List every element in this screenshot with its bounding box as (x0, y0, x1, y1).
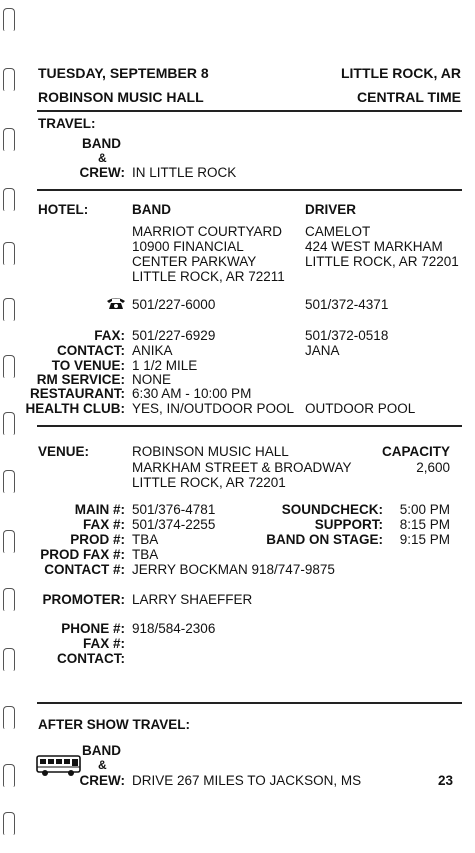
venue-main-label: MAIN #: (74, 502, 125, 517)
promoter-contact-label: CONTACT: (57, 651, 125, 666)
binder-hole (3, 188, 15, 211)
binder-hole (3, 648, 15, 671)
binder-hole (3, 128, 15, 151)
venue-prod-fax: TBA (132, 547, 159, 562)
hotel-band-phone: 501/227-6000 (132, 297, 216, 312)
hotel-health-club-label: HEALTH CLUB: (25, 401, 125, 416)
travel-value: IN LITTLE ROCK (132, 165, 237, 180)
venue-city: LITTLE ROCK, AR 72201 (132, 475, 286, 490)
soundcheck-time: 5:00 PM (399, 502, 450, 517)
hotel-driver-fax: 501/372-0518 (305, 328, 389, 343)
hotel-driver-contact: JANA (305, 343, 340, 358)
tour-bus-icon (36, 754, 82, 783)
hotel-driver-column: DRIVER (305, 202, 357, 217)
hotel-label: HOTEL: (38, 202, 89, 217)
binder-hole (3, 812, 15, 835)
venue-street: MARKHAM STREET & BROADWAY (132, 460, 352, 475)
promoter-phone: 918/584-2306 (132, 621, 216, 636)
venue-prod-label: PROD #: (70, 532, 125, 547)
promoter-phone-label: PHONE #: (61, 621, 125, 636)
after-show-amp: & (98, 758, 107, 772)
binder-hole (3, 412, 15, 435)
venue-contact-label: CONTACT #: (44, 562, 125, 577)
travel-crew-label: CREW: (79, 165, 125, 180)
header-city: LITTLE ROCK, AR (340, 65, 461, 81)
divider (37, 702, 462, 704)
venue-main: 501/376-4781 (132, 502, 216, 517)
promoter-label: PROMOTER: (42, 592, 125, 607)
hotel-contact-label: CONTACT: (57, 343, 125, 358)
binder-hole (3, 8, 15, 31)
hotel-driver-city: LITTLE ROCK, AR 72201 (305, 254, 459, 269)
hotel-health-club-driver: OUTDOOR POOL (305, 401, 416, 416)
header-venue: ROBINSON MUSIC HALL (38, 89, 204, 105)
hotel-health-club-band: YES, IN/OUTDOOR POOL (132, 401, 295, 416)
support-label: SUPPORT: (314, 517, 383, 532)
capacity-label: CAPACITY (381, 444, 450, 459)
binder-hole (3, 355, 15, 378)
venue-contact: JERRY BOCKMAN 918/747-9875 (132, 562, 335, 577)
binder-hole (3, 242, 15, 265)
hotel-band-address: CENTER PARKWAY (132, 254, 257, 269)
after-show-band-label: BAND (82, 743, 121, 758)
divider (37, 425, 462, 427)
header-timezone: CENTRAL TIME (357, 89, 461, 105)
divider (37, 189, 462, 191)
travel-band-label: BAND (82, 136, 121, 151)
venue-prod: TBA (132, 532, 159, 547)
travel-amp: & (98, 151, 107, 165)
hotel-band-contact: ANIKA (132, 343, 173, 358)
hotel-band-column: BAND (132, 202, 171, 217)
capacity-value: 2,600 (416, 460, 450, 475)
binder-hole (3, 530, 15, 553)
binder-hole (3, 706, 15, 729)
hotel-to-venue: 1 1/2 MILE (132, 358, 198, 373)
hotel-driver-phone: 501/372-4371 (305, 297, 389, 312)
hotel-restaurant-label: RESTAURANT: (30, 386, 125, 401)
hotel-rm-service-label: RM SERVICE: (36, 372, 125, 387)
venue-fax: 501/374-2255 (132, 517, 216, 532)
venue-name: ROBINSON MUSIC HALL (132, 444, 289, 459)
after-show-crew-label: CREW: (79, 773, 125, 788)
soundcheck-label: SOUNDCHECK: (281, 502, 383, 517)
hotel-to-venue-label: TO VENUE: (51, 358, 125, 373)
band-on-stage-label: BAND ON STAGE: (266, 532, 383, 547)
band-on-stage-time: 9:15 PM (399, 532, 450, 547)
support-time: 8:15 PM (399, 517, 450, 532)
binder-hole (3, 470, 15, 493)
venue-fax-label: FAX #: (82, 517, 125, 532)
hotel-fax-label: FAX: (94, 328, 125, 343)
binder-hole (3, 764, 15, 787)
after-show-value: DRIVE 267 MILES TO JACKSON, MS (132, 773, 362, 788)
travel-label: TRAVEL: (38, 116, 96, 131)
binder-hole (3, 68, 15, 91)
hotel-band-address: 10900 FINANCIAL (132, 239, 244, 254)
page-number: 23 (437, 773, 453, 788)
promoter-fax-label: FAX #: (82, 636, 125, 651)
hotel-band-name: MARRIOT COURTYARD (132, 224, 283, 239)
venue-prod-fax-label: PROD FAX #: (40, 547, 125, 562)
hotel-band-city: LITTLE ROCK, AR 72211 (132, 269, 285, 284)
promoter-name: LARRY SHAEFFER (132, 592, 253, 607)
telephone-icon (106, 296, 126, 315)
hotel-band-fax: 501/227-6929 (132, 328, 216, 343)
hotel-driver-name: CAMELOT (305, 224, 371, 239)
divider (37, 110, 462, 112)
header-date: TUESDAY, SEPTEMBER 8 (38, 65, 209, 81)
hotel-rm-service: NONE (132, 372, 172, 387)
after-show-label: AFTER SHOW TRAVEL: (38, 717, 190, 732)
hotel-restaurant: 6:30 AM - 10:00 PM (132, 386, 252, 401)
binder-hole (3, 588, 15, 611)
hotel-driver-address: 424 WEST MARKHAM (305, 239, 443, 254)
venue-label: VENUE: (38, 444, 90, 459)
binder-hole (3, 298, 15, 321)
